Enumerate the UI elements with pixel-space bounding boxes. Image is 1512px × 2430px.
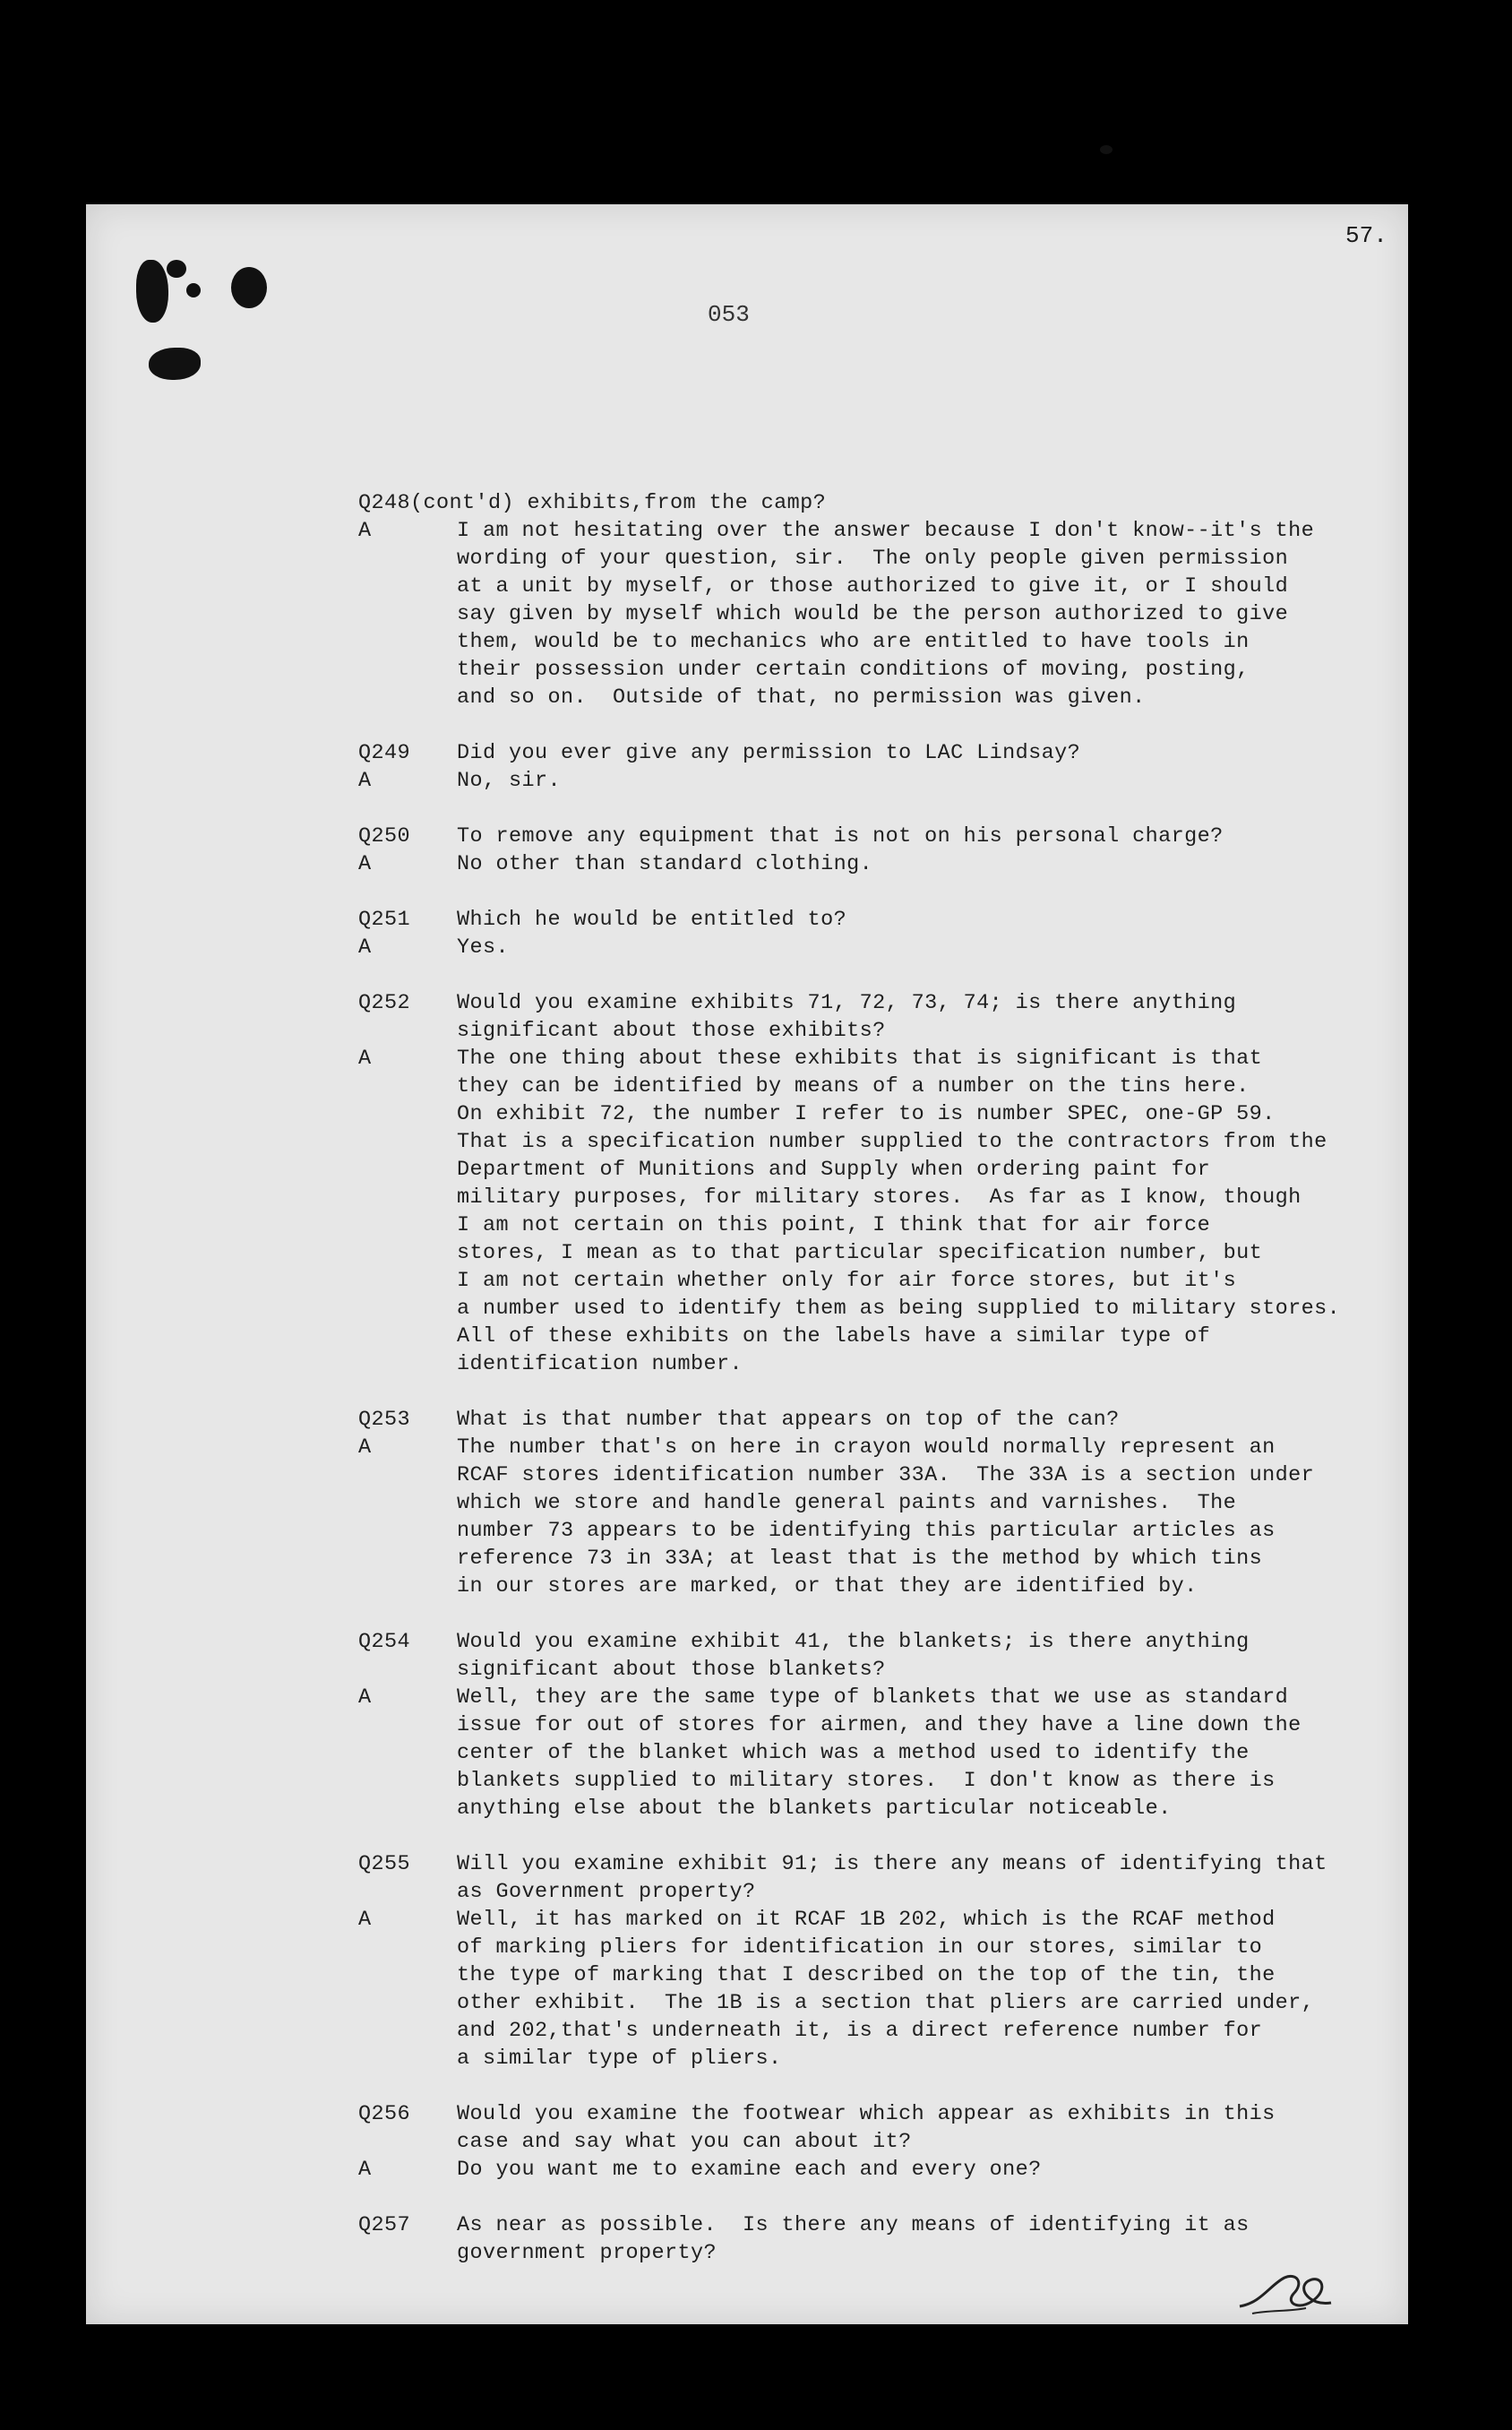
answer-label: A <box>358 519 372 543</box>
transcript-line <box>358 1406 1397 1434</box>
answer-label <box>358 1211 457 1239</box>
question-label <box>358 1656 457 1684</box>
answer-entry <box>358 1684 1397 1822</box>
answer-label: A <box>358 1047 372 1071</box>
answer-text: All of these exhibits on the labels have a similar type of <box>457 1324 1211 1349</box>
stamp-number: 053 <box>708 301 750 328</box>
ink-blot-mark <box>231 267 267 308</box>
answer-label <box>358 1961 457 1989</box>
answer-text: RCAF stores identification number 33A. The 33A is a section under <box>457 1463 1315 1487</box>
answer-text: blankets supplied to military stores. I don't know as there is <box>457 1769 1276 1793</box>
question-text: Would you examine exhibit 41, the blankets; is there anything <box>457 1630 1250 1654</box>
transcript-line <box>358 545 1397 573</box>
question-text: Would you examine the footwear which appear as exhibits in this <box>457 2102 1276 2126</box>
transcript-line <box>358 1656 1397 1684</box>
transcript-line <box>358 2100 1397 2128</box>
transcript-line <box>358 1684 1397 1711</box>
answer-text: Do you want me to examine each and every one? <box>457 2158 1042 2182</box>
question-label: Q257 <box>358 2213 411 2237</box>
transcript-line <box>358 1267 1397 1295</box>
question-label: Q248(cont'd) <box>358 491 515 515</box>
transcript-line <box>358 767 1397 795</box>
transcript-line <box>358 1517 1397 1545</box>
question-label: Q251 <box>358 908 411 932</box>
answer-label <box>358 1573 457 1600</box>
transcript-line <box>358 1795 1397 1822</box>
transcript-line <box>358 489 1397 517</box>
answer-entry <box>358 517 1397 711</box>
answer-text: stores, I mean as to that particular specification number, but <box>457 1241 1263 1265</box>
transcript-line <box>358 2045 1397 2072</box>
transcript-line <box>358 600 1397 628</box>
question-entry <box>358 906 1397 934</box>
answer-text: I am not certain whether only for air force stores, but it's <box>457 1269 1237 1293</box>
answer-text: Well, it has marked on it RCAF 1B 202, which is the RCAF method <box>457 1908 1276 1932</box>
question-entry <box>358 739 1397 767</box>
transcript-line <box>358 2211 1397 2239</box>
transcript-line <box>358 1045 1397 1073</box>
answer-text: The one thing about these exhibits that is significant is that <box>457 1047 1263 1071</box>
transcript-line <box>358 1545 1397 1573</box>
signature-mark <box>1234 2267 1342 2321</box>
answer-entry <box>358 767 1397 795</box>
question-text: government property? <box>457 2241 717 2265</box>
answer-text: which we store and handle general paints and varnishes. The <box>457 1491 1237 1515</box>
transcript-line <box>358 2239 1397 2267</box>
question-text: To remove any equipment that is not on his personal charge? <box>457 824 1224 849</box>
transcript-line <box>358 1295 1397 1323</box>
answer-text: wording of your question, sir. The only people given permission <box>457 547 1289 571</box>
transcript-line <box>358 2156 1397 2184</box>
question-text: case and say what you can about it? <box>457 2130 912 2154</box>
question-label: Q253 <box>358 1408 411 1432</box>
transcript-line <box>358 1934 1397 1961</box>
answer-text: and 202,that's underneath it, is a direct reference number for <box>457 2019 1263 2043</box>
answer-text: No other than standard clothing. <box>457 852 873 876</box>
answer-text: center of the blanket which was a method used to identify the <box>457 1741 1250 1765</box>
transcript-line <box>358 1961 1397 1989</box>
answer-label <box>358 1795 457 1822</box>
question-entry <box>358 1406 1397 1434</box>
transcript-line <box>358 1489 1397 1517</box>
answer-text: reference 73 in 33A; at least that is the method by which tins <box>457 1547 1263 1571</box>
question-text: Will you examine exhibit 91; is there any means of identifying that <box>457 1852 1327 1876</box>
transcript-line <box>358 1711 1397 1739</box>
transcript-line <box>358 1017 1397 1045</box>
answer-label <box>358 1184 457 1211</box>
answer-text: the type of marking that I described on the top of the tin, the <box>457 1963 1276 1987</box>
transcript-body <box>358 489 1397 2267</box>
question-text: As near as possible. Is there any means of identifying it as <box>457 2213 1250 2237</box>
question-label: Q250 <box>358 824 411 849</box>
answer-entry <box>358 1434 1397 1600</box>
question-label: Q254 <box>358 1630 411 1654</box>
transcript-line <box>358 656 1397 684</box>
ink-blot-mark <box>186 283 201 297</box>
answer-label <box>358 1239 457 1267</box>
answer-label: A <box>358 2158 372 2182</box>
answer-text: them, would be to mechanics who are entitled to have tools in <box>457 630 1250 654</box>
question-entry <box>358 1850 1397 1906</box>
question-entry <box>358 2100 1397 2156</box>
question-entry <box>358 2211 1397 2267</box>
answer-label <box>358 1156 457 1184</box>
transcript-line <box>358 1989 1397 2017</box>
ink-blot-mark <box>149 348 201 380</box>
answer-text: Yes. <box>457 935 510 960</box>
answer-label <box>358 1267 457 1295</box>
transcript-line <box>358 2128 1397 2156</box>
answer-entry <box>358 1906 1397 2072</box>
transcript-line <box>358 1906 1397 1934</box>
answer-entry <box>358 850 1397 878</box>
transcript-line <box>358 989 1397 1017</box>
transcript-line <box>358 1156 1397 1184</box>
answer-text: No, sir. <box>457 769 562 793</box>
answer-label <box>358 1711 457 1739</box>
answer-text: Well, they are the same type of blankets that we use as standard <box>457 1685 1289 1710</box>
question-text: as Government property? <box>457 1880 756 1904</box>
ink-blot-mark <box>167 260 186 278</box>
ink-blot-mark <box>1100 145 1113 154</box>
answer-text: issue for out of stores for airmen, and they have a line down the <box>457 1713 1302 1737</box>
answer-label <box>358 1100 457 1128</box>
answer-label <box>358 1989 457 2017</box>
transcript-line <box>358 628 1397 656</box>
answer-label: A <box>358 1908 372 1932</box>
answer-label: A <box>358 1435 372 1460</box>
answer-label: A <box>358 935 372 960</box>
answer-text: anything else about the blankets particular noticeable. <box>457 1797 1172 1821</box>
question-text: exhibits,from the camp? <box>514 491 827 515</box>
transcript-line <box>358 1323 1397 1350</box>
transcript-line <box>358 739 1397 767</box>
answer-label <box>358 1739 457 1767</box>
transcript-line <box>358 1461 1397 1489</box>
question-label <box>358 2128 457 2156</box>
answer-text: their possession under certain conditions of moving, posting, <box>457 658 1250 682</box>
question-label <box>358 2239 457 2267</box>
answer-text: The number that's on here in crayon would normally represent an <box>457 1435 1276 1460</box>
question-text: What is that number that appears on top of the can? <box>457 1408 1120 1432</box>
transcript-line <box>358 517 1397 545</box>
answer-label <box>358 1128 457 1156</box>
transcript-line <box>358 1739 1397 1767</box>
transcript-line <box>358 1850 1397 1878</box>
answer-label <box>358 1934 457 1961</box>
answer-text: a number used to identify them as being supplied to military stores. <box>457 1297 1341 1321</box>
answer-label: A <box>358 769 372 793</box>
question-label <box>358 1878 457 1906</box>
answer-entry <box>358 2156 1397 2184</box>
transcript-line <box>358 573 1397 600</box>
transcript-line <box>358 850 1397 878</box>
question-label: Q249 <box>358 741 411 765</box>
page-number: 57. <box>1345 222 1387 249</box>
transcript-line <box>358 1211 1397 1239</box>
ink-blot-mark <box>136 260 168 323</box>
answer-label <box>358 545 457 573</box>
transcript-line <box>358 1128 1397 1156</box>
transcript-line <box>358 684 1397 711</box>
question-label: Q256 <box>358 2102 411 2126</box>
question-label: Q252 <box>358 991 411 1015</box>
answer-text: I am not certain on this point, I think that for air force <box>457 1213 1211 1237</box>
answer-label <box>358 1545 457 1573</box>
transcript-line <box>358 1184 1397 1211</box>
answer-text: of marking pliers for identification in our stores, similar to <box>457 1935 1263 1960</box>
answer-text: I am not hesitating over the answer because I don't know--it's the <box>457 519 1315 543</box>
answer-label <box>358 1073 457 1100</box>
transcript-line <box>358 1239 1397 1267</box>
transcript-line <box>358 1100 1397 1128</box>
answer-text: That is a specification number supplied to the contractors from the <box>457 1130 1327 1154</box>
question-text: Did you ever give any permission to LAC Lindsay? <box>457 741 1081 765</box>
answer-text: say given by myself which would be the person authorized to give <box>457 602 1289 626</box>
transcript-line <box>358 823 1397 850</box>
transcript-line <box>358 1573 1397 1600</box>
question-text: significant about those exhibits? <box>457 1019 886 1043</box>
answer-entry <box>358 934 1397 961</box>
answer-label: A <box>358 852 372 876</box>
answer-label <box>358 1767 457 1795</box>
answer-text: Department of Munitions and Supply when ordering paint for <box>457 1158 1211 1182</box>
answer-label <box>358 2045 457 2072</box>
answer-label <box>358 1489 457 1517</box>
question-label: Q255 <box>358 1852 411 1876</box>
transcript-line <box>358 1878 1397 1906</box>
answer-label <box>358 1517 457 1545</box>
answer-text: and so on. Outside of that, no permission was given. <box>457 685 1146 710</box>
answer-text: number 73 appears to be identifying this particular articles as <box>457 1519 1276 1543</box>
answer-text: identification number. <box>457 1352 743 1376</box>
transcript-line <box>358 1767 1397 1795</box>
answer-text: in our stores are marked, or that they are identified by. <box>457 1574 1198 1598</box>
answer-text: a similar type of pliers. <box>457 2047 782 2071</box>
answer-label: A <box>358 1685 372 1710</box>
answer-text: at a unit by myself, or those authorized to give it, or I should <box>457 574 1289 599</box>
answer-label <box>358 684 457 711</box>
transcript-line <box>358 934 1397 961</box>
answer-text: On exhibit 72, the number I refer to is number SPEC, one-GP 59. <box>457 1102 1276 1126</box>
transcript-line <box>358 1073 1397 1100</box>
question-entry <box>358 1628 1397 1684</box>
answer-text: other exhibit. The 1B is a section that pliers are carried under, <box>457 1991 1315 2015</box>
answer-text: they can be identified by means of a number on the tins here. <box>457 1074 1250 1099</box>
answer-label <box>358 2017 457 2045</box>
answer-label <box>358 1323 457 1350</box>
answer-label <box>358 600 457 628</box>
answer-label <box>358 1350 457 1378</box>
transcript-line <box>358 2017 1397 2045</box>
answer-label <box>358 1461 457 1489</box>
question-text: Would you examine exhibits 71, 72, 73, 74; is there anything <box>457 991 1237 1015</box>
question-text: significant about those blankets? <box>457 1658 886 1682</box>
answer-label <box>358 1295 457 1323</box>
answer-label <box>358 656 457 684</box>
transcript-line <box>358 1350 1397 1378</box>
question-entry <box>358 989 1397 1045</box>
transcript-line <box>358 1628 1397 1656</box>
answer-entry <box>358 1045 1397 1378</box>
answer-label <box>358 628 457 656</box>
transcript-line <box>358 1434 1397 1461</box>
transcript-line <box>358 906 1397 934</box>
answer-label <box>358 573 457 600</box>
question-entry <box>358 823 1397 850</box>
question-label <box>358 1017 457 1045</box>
answer-text: military purposes, for military stores. As far as I know, though <box>457 1185 1302 1210</box>
question-text: Which he would be entitled to? <box>457 908 847 932</box>
